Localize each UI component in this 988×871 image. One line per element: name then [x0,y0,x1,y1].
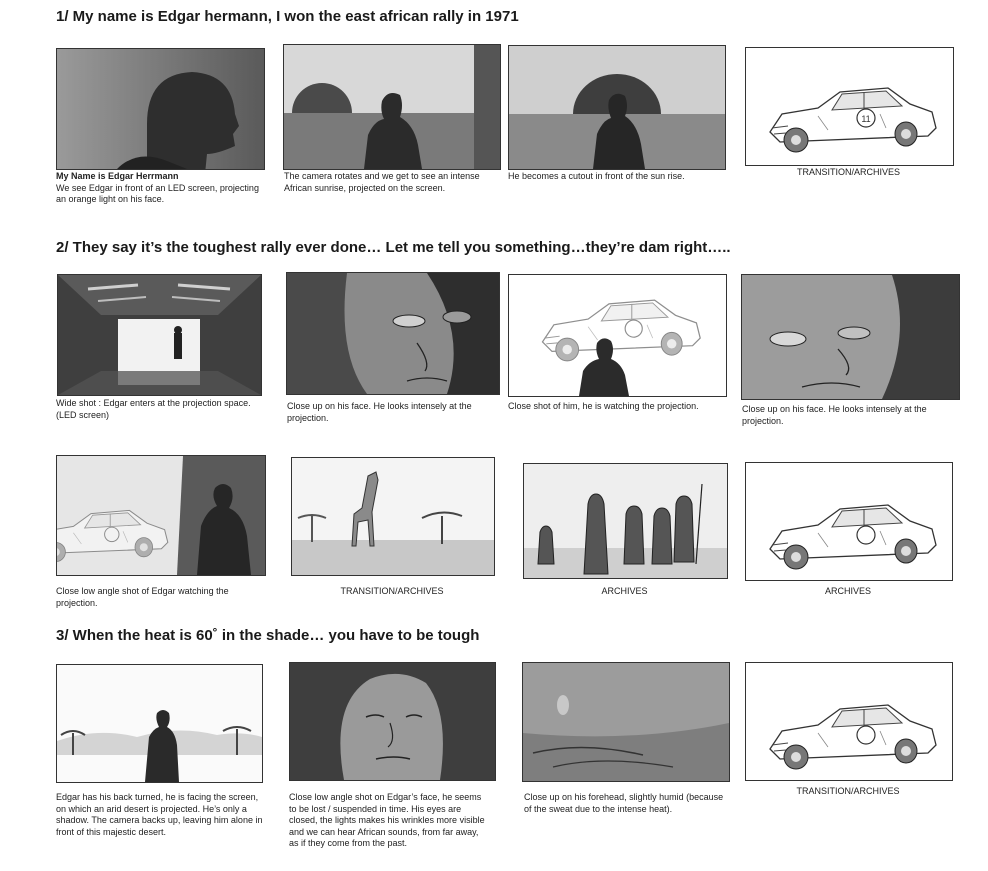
panel-caption: Close shot of him, he is watching the projection. [508,401,699,411]
storyboard-panel [508,45,726,170]
section-3-heading: 3/ When the heat is 60˚ in the shade… you have to be tough [56,627,480,644]
storyboard-panel [57,274,262,396]
storyboard-panel [745,47,954,166]
panel-illustration [290,663,495,780]
section-1-heading: 1/ My name is Edgar hermann, I won the east african rally in 1971 [56,8,519,25]
section-2-heading: 2/ They say it’s the toughest rally ever done… Let me tell you something…they’re dam right….. [56,239,731,256]
panel-caption: TRANSITION/ARCHIVES [796,167,900,177]
storyboard-panel [56,455,266,576]
panel-caption: ARCHIVES [601,586,648,596]
storyboard-panel [289,662,496,781]
panel-caption: TRANSITION/ARCHIVES [340,586,444,596]
car-illustration [746,48,953,165]
panel-illustration [57,49,264,169]
storyboard-panel [522,662,730,782]
panel-note: (LED screen) [56,409,110,420]
panel-illustration [284,45,500,169]
panel-caption: Close up on his face. He looks intensely at the projection. [742,404,927,426]
car-illustration [746,463,952,580]
panel-illustration [509,275,726,396]
panel-text: Wide shot : Edgar enters at the projection space. [56,398,251,408]
panel-caption: Close up on his face. He looks intensely at the projection. [287,401,472,423]
panel-illustration [524,464,727,578]
storyboard-panel [508,274,727,397]
storyboard-panel [286,272,500,395]
panel-caption: Close low angle shot on Edgar’s face, he seems to be lost / suspended in time. His eyes are closed, the lights makes his wrinkles more visible and we can hear African sounds, from far away, as if they come from the past. [289,792,485,848]
panel-illustration [292,458,494,575]
panel-caption: The camera rotates and we get to see an intense African sunrise, projected on the screen. [284,171,480,193]
car-illustration [746,663,952,780]
panel-caption: He becomes a cutout in front of the sun rise. [508,171,685,181]
storyboard-panel [291,457,495,576]
storyboard-panel [741,274,960,400]
svg-text:11: 11 [861,114,871,124]
panel-illustration [287,273,499,394]
panel-illustration [57,665,262,782]
panel-illustration [742,275,959,399]
storyboard-panel [745,462,953,581]
storyboard-panel [56,664,263,783]
panel-illustration [523,663,729,781]
panel-title: My Name is Edgar Herrmann [56,171,179,181]
storyboard-panel [745,662,953,781]
panel-caption: Close up on his forehead, slightly humid (because of the sweat due to the intense heat). [524,792,724,814]
panel-illustration [509,46,725,169]
storyboard-panel [283,44,501,170]
panel-caption [56,398,261,421]
panel-caption: TRANSITION/ARCHIVES [796,786,900,796]
storyboard-panel [523,463,728,579]
panel-caption: Close low angle shot of Edgar watching the projection. [56,586,229,608]
panel-illustration [57,456,265,575]
panel-illustration [58,275,261,395]
panel-caption: Edgar has his back turned, he is facing the screen, on which an arid desert is projected. He’s only a shadow. The camera backs up, leaving him alone in front of this majestic desert. [56,792,263,837]
storyboard-panel [56,48,265,170]
panel-text: We see Edgar in front of an LED screen, projecting an orange light on his face. [56,182,259,204]
panel-caption: ARCHIVES [824,586,871,596]
panel-caption [56,171,266,206]
